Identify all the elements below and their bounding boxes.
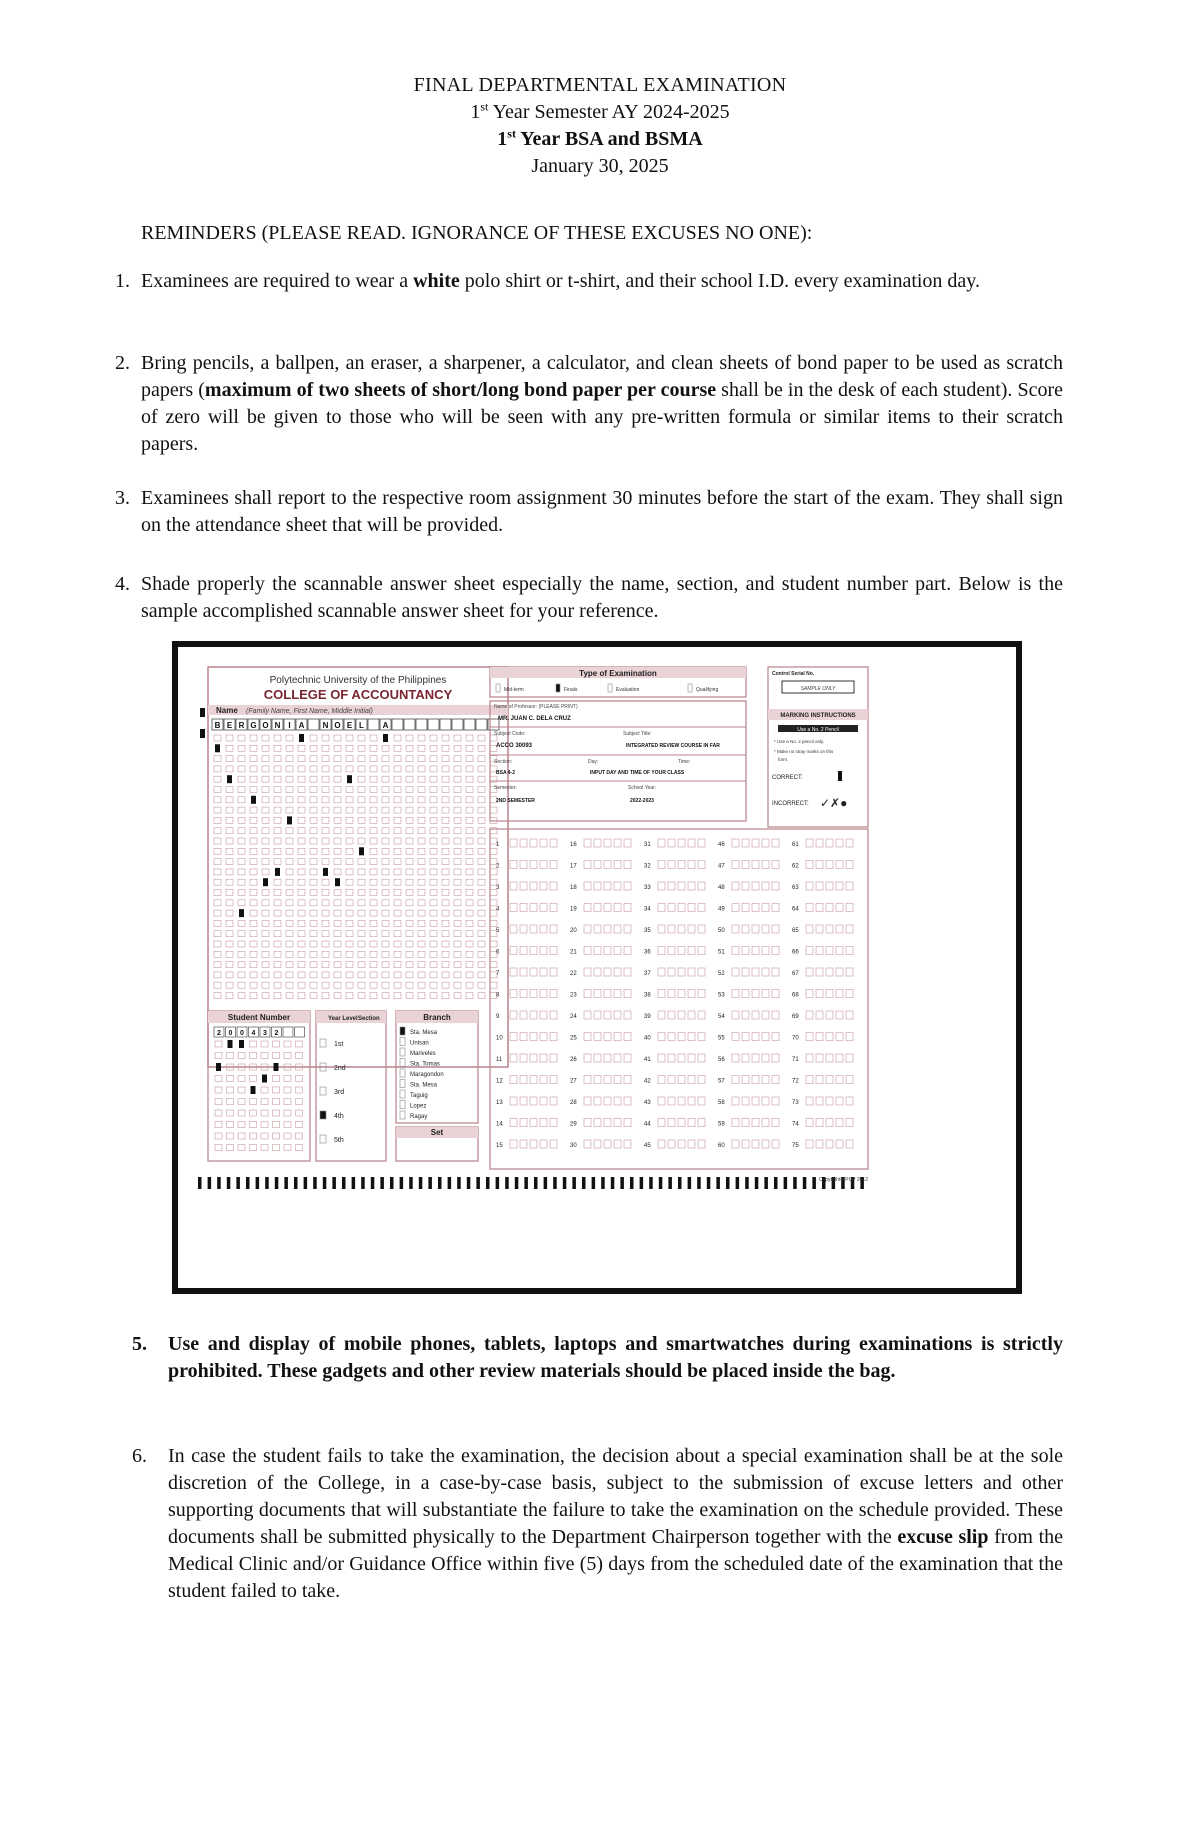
svg-text:52: 52 xyxy=(718,971,725,977)
svg-text:64: 64 xyxy=(792,906,799,913)
branch-list xyxy=(400,1027,444,1120)
svg-text:33: 33 xyxy=(644,885,651,891)
name-bubble-grid xyxy=(214,734,497,999)
svg-text:40: 40 xyxy=(644,1035,651,1042)
reminder-item-4: 4. Shade properly the scannable answer sheet especially the name, section, and student number part. Below is the sample accomplished scannable answer sheet for your reference. xyxy=(115,573,1063,622)
svg-text:54: 54 xyxy=(718,1014,725,1020)
reminder-item-3: 3. Examinees shall report to the respective room assignment 30 minutes before the start of the exam. They shall sign on the attendance sheet that will be provided. xyxy=(115,487,1063,536)
svg-text:49: 49 xyxy=(718,906,725,913)
svg-text:1: 1 xyxy=(496,842,500,848)
svg-text:12: 12 xyxy=(496,1078,503,1085)
semester-line: 1st Year Semester AY 2024-2025 xyxy=(470,99,730,123)
svg-text:B: B xyxy=(214,721,221,730)
svg-text:Mid-term: Mid-term xyxy=(504,687,524,693)
reminder-item-2: 2. Bring pencils, a ballpen, an eraser, a sharpener, a calculator, and clean sheets of bond paper to be used as scratch papers (maximum of two sheets of short/long bond paper per course shall be in the desk of each student). Score of zero will be given to those who will be seen with any pre-written formula or similar items to their scratch papers. xyxy=(115,352,1064,455)
svg-text:21: 21 xyxy=(570,949,577,956)
svg-text:32: 32 xyxy=(644,863,651,870)
exam-date: January 30, 2025 xyxy=(531,155,669,177)
svg-text:A: A xyxy=(298,721,305,730)
svg-text:42: 42 xyxy=(644,1078,651,1085)
svg-text:18: 18 xyxy=(570,885,577,891)
school-year-value: 2022-2023 xyxy=(630,798,654,804)
svg-text:43: 43 xyxy=(644,1100,651,1106)
svg-text:Taguig: Taguig xyxy=(410,1093,428,1099)
name-hint: (Family Name, First Name, Middle Initial) xyxy=(246,708,373,715)
svg-text:58: 58 xyxy=(718,1100,725,1106)
svg-text:66: 66 xyxy=(792,949,799,956)
svg-text:59: 59 xyxy=(718,1121,725,1128)
svg-text:Qualifying: Qualifying xyxy=(696,687,719,693)
svg-text:4: 4 xyxy=(251,1030,256,1037)
incorrect-label: INCORRECT: xyxy=(772,801,809,807)
program-line: 1st Year BSA and BSMA xyxy=(497,126,703,150)
set-label: Set xyxy=(430,1128,444,1137)
svg-text:71: 71 xyxy=(792,1057,799,1063)
year-level-list xyxy=(320,1039,346,1144)
svg-text:46: 46 xyxy=(718,842,725,848)
professor-name: MR. JUAN C. DELA CRUZ xyxy=(498,716,571,722)
svg-text:Sta. Mesa: Sta. Mesa xyxy=(410,1030,438,1036)
exam-type-options xyxy=(496,684,718,693)
svg-text:37: 37 xyxy=(644,971,651,977)
svg-text:55: 55 xyxy=(718,1035,725,1042)
svg-text:6: 6 xyxy=(496,949,500,956)
svg-text:4: 4 xyxy=(496,906,500,913)
reminders-heading: REMINDERS (PLEASE READ. IGNORANCE OF THESE EXCUSES NO ONE): xyxy=(141,222,813,244)
type-of-exam-label: Type of Examination xyxy=(579,669,657,678)
svg-text:2: 2 xyxy=(274,1030,279,1037)
svg-text:60: 60 xyxy=(718,1143,725,1149)
svg-text:38: 38 xyxy=(644,992,651,999)
svg-text:34: 34 xyxy=(644,906,651,913)
svg-text:65: 65 xyxy=(792,928,799,934)
exam-title: FINAL DEPARTMENTAL EXAMINATION xyxy=(413,74,787,96)
day-time-value: INPUT DAY AND TIME OF YOUR CLASS xyxy=(590,770,685,776)
svg-text:Ragay: Ragay xyxy=(410,1114,428,1120)
svg-text:9: 9 xyxy=(496,1014,500,1020)
name-letter-boxes xyxy=(212,719,499,730)
svg-text:Sta. Tomas: Sta. Tomas xyxy=(410,1061,440,1068)
svg-text:Lopez: Lopez xyxy=(410,1103,427,1110)
instruction-1: * Use a No. 2 pencil only. xyxy=(774,739,825,744)
svg-text:I: I xyxy=(288,721,291,730)
svg-text:51: 51 xyxy=(718,949,725,956)
svg-text:R: R xyxy=(238,721,245,730)
subject-code: ACCO 30093 xyxy=(496,743,533,749)
svg-text:7: 7 xyxy=(496,971,500,977)
svg-text:26: 26 xyxy=(570,1057,577,1063)
instruction-2: * Make no stray marks on this xyxy=(774,749,834,754)
semester-label: Semester: xyxy=(494,785,517,791)
subject-code-label: Subject Code: xyxy=(494,731,526,737)
svg-text:G: G xyxy=(250,721,257,730)
svg-text:E: E xyxy=(226,721,233,730)
svg-text:Maragondon: Maragondon xyxy=(410,1072,444,1078)
svg-text:4th: 4th xyxy=(334,1113,344,1120)
svg-text:3rd: 3rd xyxy=(334,1089,345,1096)
time-label: Time: xyxy=(678,759,691,765)
section-value: BSA 4-2 xyxy=(496,770,515,776)
svg-text:36: 36 xyxy=(644,949,651,956)
year-level-label: Year Level xyxy=(328,1016,358,1022)
semester-value: 2ND SEMESTER xyxy=(496,798,535,804)
svg-text:0: 0 xyxy=(228,1030,233,1037)
svg-text:8: 8 xyxy=(496,992,500,999)
svg-text:45: 45 xyxy=(644,1143,651,1149)
svg-text:N: N xyxy=(274,721,281,730)
svg-text:31: 31 xyxy=(644,842,651,848)
svg-text:2: 2 xyxy=(496,863,500,870)
copyright-label: Copyright® PUP 2012 xyxy=(818,1177,868,1183)
svg-text:35: 35 xyxy=(644,928,651,934)
reminder-item-6: 6. In case the student fails to take the examination, the decision about a special examination shall be at the sole discretion of the College, in a case-by-case basis, subject to the submission of excuse letters and other supporting documents that will substantiate the failure to take the examination on the schedule provided. These documents shall be submitted physically to the Department Chairperson together with the excuse slip from the Medical Clinic and/or Guidance Office within five (5) days from the scheduled date of the examination that the student failed to take. xyxy=(132,1445,1064,1602)
svg-text:30: 30 xyxy=(570,1143,577,1149)
section-label: Section: xyxy=(494,759,513,765)
svg-text:19: 19 xyxy=(570,906,577,913)
svg-text:27: 27 xyxy=(570,1078,577,1085)
svg-text:3: 3 xyxy=(496,885,500,891)
svg-text:25: 25 xyxy=(570,1035,577,1042)
svg-text:Unisan: Unisan xyxy=(410,1040,429,1047)
svg-text:56: 56 xyxy=(718,1057,725,1063)
svg-text:2nd: 2nd xyxy=(334,1065,346,1072)
student-number-label: Student Number xyxy=(227,1013,291,1022)
instruction-2b: form. xyxy=(778,757,789,762)
svg-text:N: N xyxy=(322,721,329,730)
svg-text:47: 47 xyxy=(718,863,725,870)
svg-text:Sta. Mesa: Sta. Mesa xyxy=(410,1082,438,1089)
name-label: Name xyxy=(216,706,238,715)
sample-only-label: SAMPLE ONLY xyxy=(800,686,836,692)
university-name: Polytechnic University of the Philippines xyxy=(269,675,447,686)
reminder-item-5: 5. Use and display of mobile phones, tablets, laptops and smartwatches during examinations is strictly prohibited. These gadgets and other review materials should be placed inside the bag. xyxy=(132,1333,1063,1382)
svg-text:L: L xyxy=(359,721,364,730)
incorrect-marks: ✓✗● xyxy=(820,796,848,810)
svg-text:75: 75 xyxy=(792,1143,799,1149)
svg-text:41: 41 xyxy=(644,1057,651,1063)
branch-label: Branch xyxy=(423,1013,451,1022)
svg-text:73: 73 xyxy=(792,1100,799,1106)
svg-text:E: E xyxy=(346,721,353,730)
svg-text:3: 3 xyxy=(263,1030,267,1037)
svg-text:11: 11 xyxy=(496,1057,503,1063)
college-name: COLLEGE OF ACCOUNTANCY xyxy=(263,687,453,702)
svg-text:70: 70 xyxy=(792,1035,799,1042)
professor-label: Name of Professor: (PLEASE PRINT) xyxy=(494,704,578,710)
svg-text:67: 67 xyxy=(792,971,799,977)
svg-text:48: 48 xyxy=(718,885,725,891)
reminder-item-1: 1. Examinees are required to wear a white polo shirt or t-shirt, and their school I.D. every examination day. xyxy=(115,270,981,292)
svg-text:17: 17 xyxy=(570,863,577,870)
svg-text:13: 13 xyxy=(496,1100,503,1106)
svg-text:Finals: Finals xyxy=(564,687,578,693)
timing-marks xyxy=(198,1177,864,1189)
svg-text:20: 20 xyxy=(570,928,577,934)
svg-text:1st: 1st xyxy=(334,1041,344,1048)
svg-text:29: 29 xyxy=(570,1121,577,1128)
svg-text:0: 0 xyxy=(240,1030,244,1037)
day-label: Day: xyxy=(588,759,599,765)
student-number-grid xyxy=(214,1027,305,1151)
control-serial-label: Control Serial No. xyxy=(772,671,815,677)
svg-text:44: 44 xyxy=(644,1121,651,1128)
svg-text:10: 10 xyxy=(496,1035,503,1042)
correct-label: CORRECT: xyxy=(772,775,803,781)
svg-text:Mariveles: Mariveles xyxy=(410,1051,436,1057)
use-pencil-label: Use a No. 2 Pencil xyxy=(797,727,839,733)
svg-text:22: 22 xyxy=(570,971,577,977)
svg-text:A: A xyxy=(382,721,389,730)
svg-text:14: 14 xyxy=(496,1121,503,1128)
svg-text:2: 2 xyxy=(217,1030,221,1037)
svg-text:61: 61 xyxy=(792,842,799,848)
marking-instructions-label: MARKING INSTRUCTIONS xyxy=(780,713,856,719)
svg-text:23: 23 xyxy=(570,992,577,999)
sample-answer-sheet-image xyxy=(172,641,1022,1294)
svg-text:53: 53 xyxy=(718,992,725,999)
svg-text:24: 24 xyxy=(570,1014,577,1020)
school-year-label: School Year: xyxy=(628,785,657,791)
svg-text:72: 72 xyxy=(792,1078,799,1085)
svg-text:39: 39 xyxy=(644,1014,651,1020)
svg-text:28: 28 xyxy=(570,1100,577,1106)
section-col-label: Section xyxy=(358,1016,380,1022)
svg-text:50: 50 xyxy=(718,928,725,934)
svg-text:68: 68 xyxy=(792,992,799,999)
answer-sheet-drawing xyxy=(178,647,1016,1288)
answer-bubble-grid xyxy=(496,839,853,1149)
svg-text:69: 69 xyxy=(792,1014,799,1020)
svg-text:O: O xyxy=(334,721,341,730)
svg-text:5th: 5th xyxy=(334,1137,344,1144)
svg-text:15: 15 xyxy=(496,1143,503,1149)
svg-text:Evaluation: Evaluation xyxy=(616,687,640,693)
document-header xyxy=(0,72,1200,180)
svg-text:62: 62 xyxy=(792,863,799,870)
svg-text:57: 57 xyxy=(718,1078,725,1085)
subject-title-label: Subject Title: xyxy=(623,731,652,737)
svg-text:74: 74 xyxy=(792,1121,799,1128)
svg-text:16: 16 xyxy=(570,842,577,848)
svg-text:63: 63 xyxy=(792,885,799,891)
svg-text:O: O xyxy=(262,721,269,730)
subject-title: INTEGRATED REVIEW COURSE IN FAR xyxy=(626,743,720,749)
svg-text:5: 5 xyxy=(496,928,500,934)
